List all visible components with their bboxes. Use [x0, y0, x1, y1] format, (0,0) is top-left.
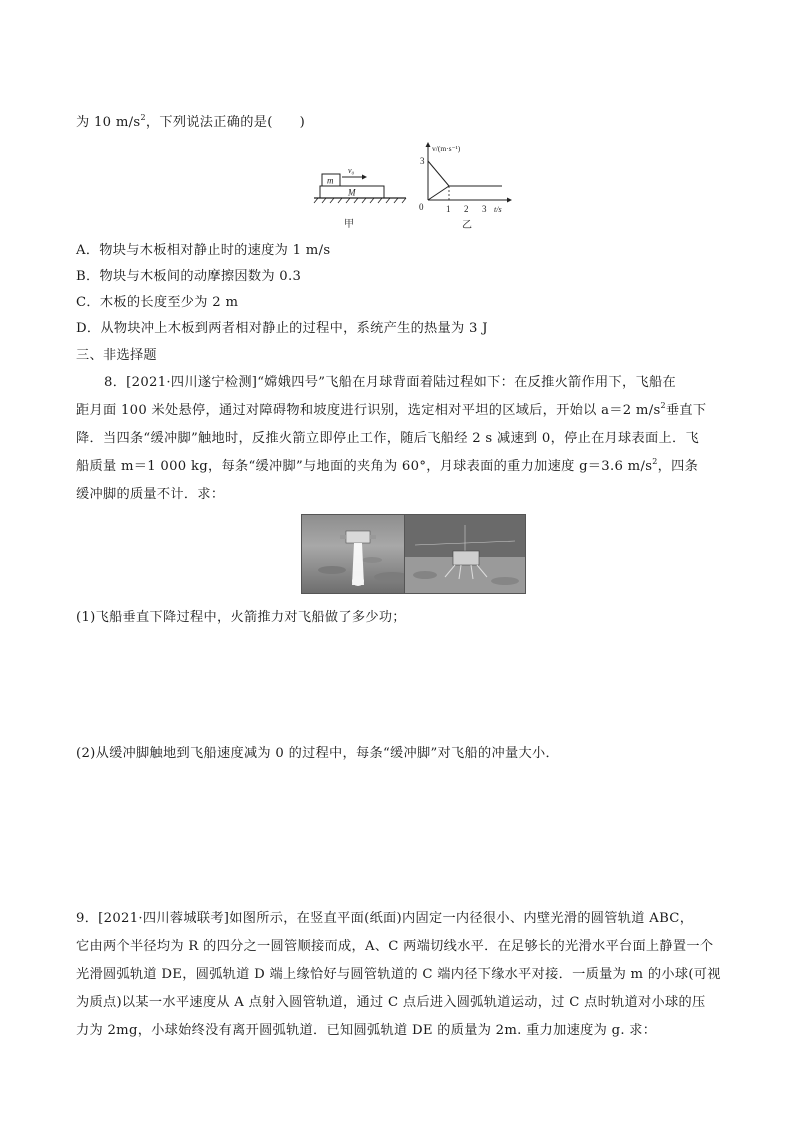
y-axis-arrow [426, 142, 431, 147]
q8-line-1: 8．[2021·四川遂宁检测]“嫦娥四号”飞船在月球背面着陆过程如下：在反推火箭作用下，飞船在 [104, 375, 676, 390]
caption-yi: 乙 [462, 220, 472, 231]
label-m: m [327, 175, 334, 186]
figure-yi [416, 140, 516, 232]
caption-jia: 甲 [344, 219, 354, 230]
velocity-arrowhead [362, 175, 367, 180]
q8-line-5: 缓冲脚的质量不计．求： [76, 487, 225, 502]
q9-line-4: 为质点)以某一水平速度从 A 点射入圆管轨道，通过 C 点后进入圆弧轨道运动，过 C 点时轨道对小球的压 [76, 995, 706, 1010]
option-b: B．物块与木板间的动摩擦因数为 0.3 [76, 269, 302, 284]
block-velocity-line [428, 161, 449, 186]
option-a: A．物块与木板相对静止时的速度为 1 m/s [76, 243, 331, 258]
q7-stem-tail: 为 10 $m/s^2$，下列说法正确的是( ) [76, 113, 306, 130]
x-tick-1: 1 [446, 204, 451, 214]
x-axis-label: t/s [494, 205, 502, 214]
y-tick-3: 3 [420, 156, 425, 166]
q8-line-4: 船质量 m＝1 000 kg，每条“缓冲脚”与地面的夹角为 60°，月球表面的重力加速度 g＝3.6 $m/s^2$，四条 [76, 457, 699, 474]
x-tick-2: 2 [464, 204, 469, 214]
q9-line-2: 它由两个半径均为 R 的四分之一圆管顺接而成，A、C 两端切线水平．在足够长的光滑水平台面上静置一个 [76, 939, 714, 954]
label-v0: v₀ [348, 166, 355, 175]
ground-hatch [314, 198, 406, 203]
q9-line-3: 光滑圆弧轨道 DE，圆弧轨道 D 端上缘恰好与圆管轨道的 C 端内径下缘水平对接．一质量为 m 的小球(可视 [76, 967, 721, 982]
q8-line-3: 降．当四条“缓冲脚”触地时，反推火箭立即停止工作，随后飞船经 2 s 减速到 0，停止在月球表面上．飞 [76, 431, 699, 446]
option-d: D．从物块冲上木板到两者相对静止的过程中，系统产生的热量为 3 J [76, 321, 488, 336]
board-velocity-line [428, 186, 449, 200]
x-tick-3: 3 [482, 204, 487, 214]
x-axis-arrow [507, 198, 512, 203]
q9-line-1: 9．[2021·四川蓉城联考]如图所示，在竖直平面(纸面)内固定一内径很小、内壁光滑的圆管轨道 ABC， [76, 911, 694, 926]
origin-label: 0 [419, 202, 424, 212]
q9-line-5: 力为 2mg，小球始终没有离开圆弧轨道．已知圆弧轨道 DE 的质量为 2m. 重力加速度为 g. 求： [76, 1023, 657, 1038]
label-M: M [348, 187, 356, 198]
figure-jia [312, 160, 408, 232]
q8-sub-1: (1)飞船垂直下降过程中，火箭推力对飞船做了多少功； [76, 610, 406, 625]
q8-line-2: 距月面 100 米处悬停，通过对障碍物和坡度进行识别，选定相对平坦的区域后，开始以 a＝2 $m/s^2$垂直下 [76, 401, 707, 418]
lander-landed-photo [404, 514, 526, 594]
section-title: 三、非选择题 [76, 348, 157, 363]
y-axis-label: v/(m·s⁻¹) [432, 144, 461, 153]
option-c: C．木板的长度至少为 2 m [76, 295, 239, 310]
q8-sub-2: (2)从缓冲脚触地到飞船速度减为 0 的过程中，每条“缓冲脚”对飞船的冲量大小． [76, 746, 559, 761]
